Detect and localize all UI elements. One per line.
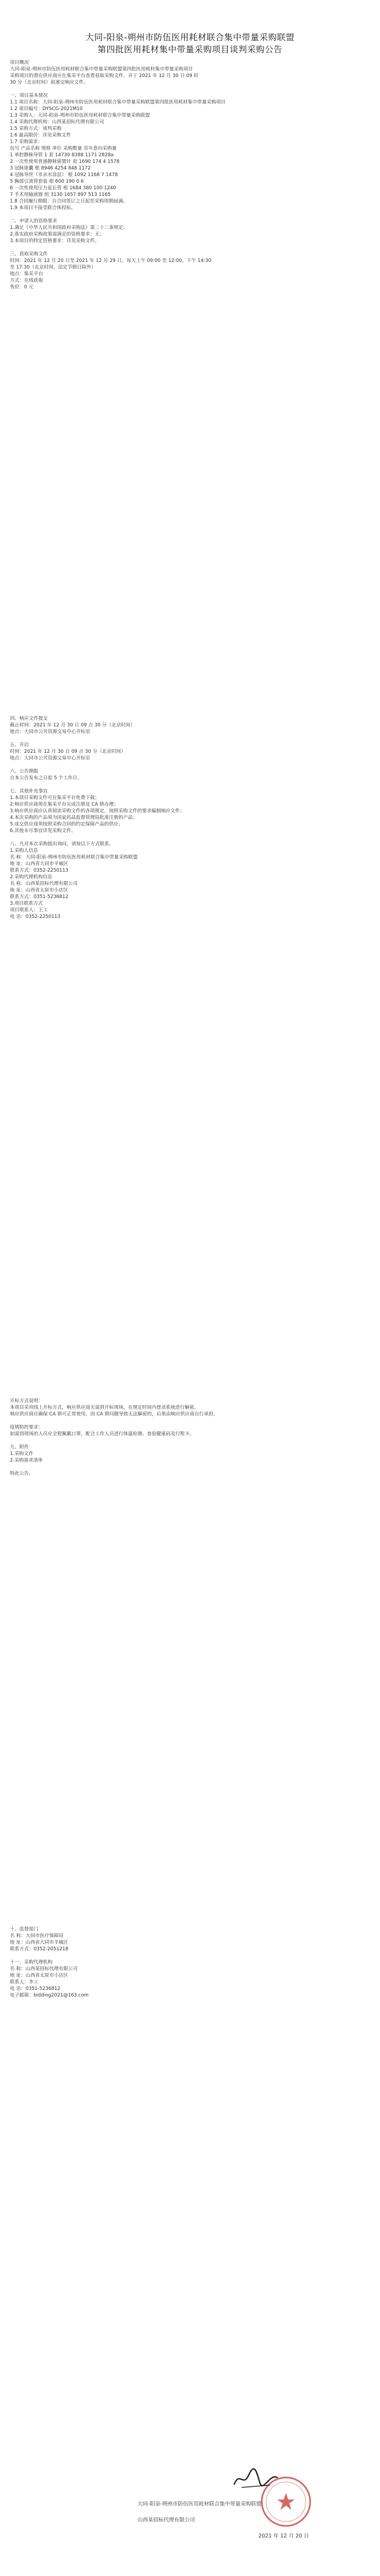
issue-date: 2021 年 12 月 20 日	[258, 2533, 309, 2539]
block1-line: 地点：集采平台	[10, 271, 43, 277]
block3-line: 2.采购需求清单	[10, 1458, 43, 1463]
block2-line: 地 址：山西省太原市小店区	[10, 888, 68, 893]
block1-line: 至 17:30（北京时间，法定节假日除外）	[10, 265, 96, 270]
block1-line: 2 一次性使用普通静脉留置针 套 1690 174 4 1578	[10, 159, 120, 165]
block2-line: 项目联系人：王工	[10, 907, 48, 913]
block4-line: 十、监督部门	[10, 1927, 38, 1932]
block4-line: 地 址：山西省大同市平城区	[10, 1940, 68, 1945]
block2-line: 地点：大同市公共资源交易中心开标室	[10, 729, 91, 735]
block2-line: 1.采购人信息	[10, 848, 38, 854]
block2-line: 六、公告期限	[10, 769, 38, 774]
block4-line: 电子邮箱：bidding2021@163.com	[10, 1993, 89, 1998]
block1-line: 1.满足《中华人民共和国政府采购法》第二十二条规定；	[10, 225, 128, 231]
block1-line: 售价：0 元	[10, 285, 34, 290]
block2-line: 3.响应供应商应认真阅读采购文件的各项规定，按照采购文件的要求编制响应文件；	[10, 808, 185, 814]
block1-line: 1.6 最高限价：详见采购文件	[10, 133, 71, 138]
block1-line: 1.5 采购方式：谈判采购	[10, 126, 62, 132]
issuer-line-1: 大同-阳泉-朔州市防伍医用耗材联合集中带量采购联盟	[137, 2501, 262, 2507]
block1-line: 5 胸部引流管套装 根 600 190 0 6	[10, 179, 84, 184]
block2-line: 自本公告发布之日起 5 个工作日。	[10, 775, 82, 781]
handwritten-signature-icon	[231, 2465, 280, 2493]
block3-line: 本项目采用线上开标方式，响应供应商无需到开标现场，在规定时间内登录系统进行解密。	[10, 1405, 199, 1410]
block3-line: 疫情防控要求：	[10, 1425, 43, 1430]
block2-line: 电 话：0352-2250113	[10, 914, 60, 920]
block2-line: 地 址：山西省大同市平城区	[10, 861, 68, 867]
block1-line: 1.9 本项目不接受联合体投标。	[10, 205, 76, 211]
block1-line: 二、申请人的资格要求	[10, 218, 57, 224]
title-line-2: 第四批医用耗材集中带量采购项目谈判采购公告	[97, 45, 283, 54]
block2-line: 名 称：大同-阳泉-朔州市防伍医用耗材联合集中带量采购联盟	[10, 855, 138, 860]
block1-line: 7 手术用输液器 组 3130 1657 897 513 1165	[10, 192, 111, 198]
block2-line: 4.本次采购的产品须为国家药品监督管理局批准注册的产品；	[10, 815, 137, 821]
block1-line: 方式：在线获取	[10, 278, 43, 283]
block2-line: 5.成交供应商须按照采购合同的约定保障产品的供应；	[10, 822, 123, 827]
block1-line: 1.7 采购需求：	[10, 139, 43, 145]
block1-line: 包号 产品名称 规格 单位 采购数量 首年意向采购量	[10, 146, 117, 151]
block1-line: 3 冠脉球囊 根 8946 4254 848 1172	[10, 166, 91, 171]
block4-line: 名 称：山西某招标代理有限公司	[10, 1966, 78, 1972]
block1-line: 4 冠脉导丝（非亲水涂层） 根 1092 1168 7 1478	[10, 172, 118, 178]
block2-line: 1.本项目采购文件可在集采平台免费下载；	[10, 795, 100, 801]
block3-line: 如需到现场的人员应全程佩戴口罩，配合工作人员进行体温检测、查验健康码及行程卡。	[10, 1431, 195, 1437]
block4-line: 十一、采购代理机构	[10, 1960, 53, 1965]
block4-line: 电 话：0351-5236812	[10, 1986, 60, 1992]
block2-line: 2.采购代理机构信息	[10, 874, 52, 880]
block3-line: 响应供应商应确保 CA 锁可正常使用，因 CA 锁问题导致无法解密的，后果由响应供应商自行承担。	[10, 1412, 218, 1417]
block1-line: 三、获取采购文件	[10, 251, 48, 257]
block4-line: 联系方式：0352-2051218	[10, 1946, 69, 1952]
block3-line: 开标方式说明：	[10, 1398, 43, 1404]
block2-line: 八、凡对本次采购提出询问，请按以下方式联系。	[10, 841, 114, 847]
block3-line: 九、附件	[10, 1445, 29, 1450]
block1-line: 30 分（北京时间）前递交响应文件。	[10, 80, 89, 85]
block2-line: 2.响应供应商须在集采平台完成注册及 CA 锁办理；	[10, 802, 119, 807]
block1-line: 1.2 项目编号：DYSCG-2021M10	[10, 106, 83, 112]
block3-line: 特此公告。	[10, 1471, 34, 1476]
block2-line: 联系方式：0352-2250113	[10, 868, 69, 873]
block1-line: 1.4 采购代理机构：山西某招标代理有限公司	[10, 119, 104, 125]
block1-line: 1.8 合同履行期限：自合同签订之日起至采购周期届满。	[10, 199, 128, 204]
title-line-1: 大同-阳泉-朔州市防伍医用耗材联合集中带量采购联盟	[85, 32, 295, 42]
block2-line: 五、开启	[10, 742, 29, 748]
block1-line: 2.落实政府采购政策需满足的资格要求：无；	[10, 232, 104, 237]
block2-line: 6.其他未尽事宜详见采购文件。	[10, 828, 76, 834]
block3-line: 1.采购文件	[10, 1451, 34, 1457]
block2-line: 联系方式：0351-5236812	[10, 894, 69, 900]
block4-line: 名 称：大同市医疗保障局	[10, 1933, 64, 1939]
block1-line: 1.3 采购人：大同-阳泉-朔州市防伍医用耗材联合集中带量采购联盟	[10, 113, 150, 118]
block4-line: 联系人：李工	[10, 1979, 38, 1985]
block1-line: 大同-阳泉-朔州市防伍医用耗材联合集中带量采购联盟第四批医用耗材集中带量采购项目	[10, 67, 193, 72]
block4-line: 地 址：山西省太原市小店区	[10, 1973, 68, 1978]
block1-line: 一、项目基本情况	[10, 93, 48, 99]
block2-line: 3.项目联系方式	[10, 901, 43, 906]
block1-line: 1.1 项目名称：大同-阳泉-朔州市防伍医用耗材联合集中带量采购联盟第四批医用耗材集中带量采购项目	[10, 100, 226, 105]
block1-line: 3.本项目的特定资格要求：详见采购文件。	[10, 238, 100, 244]
block2-line: 时间：2021 年 12 月 30 日 09 点 30 分（北京时间）	[10, 749, 126, 754]
block2-line: 七、其他补充事宜	[10, 789, 48, 794]
issuer-line-2: 山西某招标代理有限公司	[137, 2517, 195, 2523]
block2-line: 名 称：山西某招标代理有限公司	[10, 881, 78, 887]
block1-line: 时间：2021 年 12 月 20 日至 2021 年 12 月 29 日，每天上午 09:00 至 12:00，下午 14:30	[10, 258, 212, 264]
block1-line: 项目概况	[10, 60, 29, 65]
block2-line: 地点：大同市公共资源交易中心开标室	[10, 756, 91, 761]
block1-line: 采购项目的潜在供应商应在集采平台查看获取采购文件，并于 2021 年 12 月 30 日 09 时	[10, 73, 199, 79]
block2-line: 截止时间：2021 年 12 月 30 日 09 点 30 分（北京时间）	[10, 723, 135, 728]
block2-line: 四、响应文件提交	[10, 716, 48, 721]
block1-line: 6 一次性使用压力延长管 根 1684 380 100 1240	[10, 185, 116, 191]
block1-line: 1 单腔静脉导管 1 套 14730 8388 1171 2828a	[10, 152, 114, 158]
